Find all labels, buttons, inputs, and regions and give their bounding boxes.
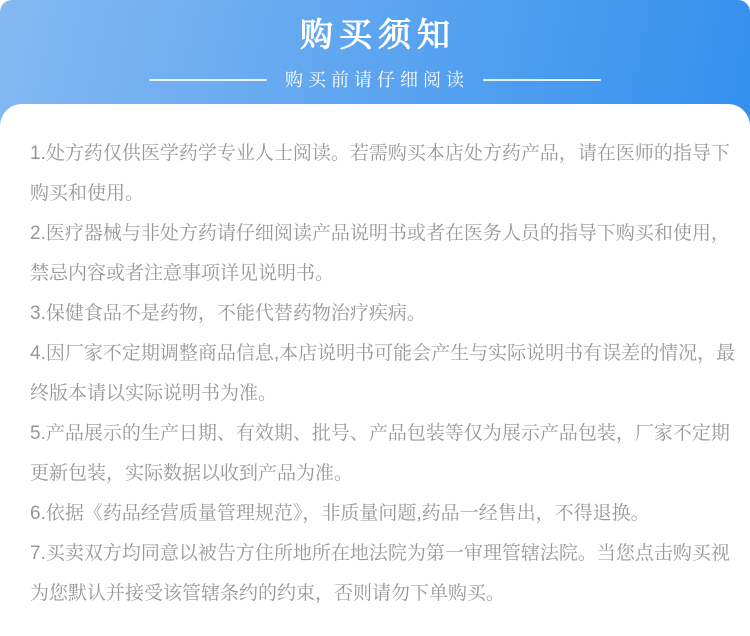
- notice-item: 1.处方药仅供医学药学专业人士阅读。若需购买本店处方药产品，请在医师的指导下购买和使用。: [30, 143, 730, 204]
- notice-item: 3.保健食品不是药物，不能代替药物治疗疾病。: [30, 303, 426, 324]
- page-subtitle: 购买前请仔细阅读: [285, 70, 469, 90]
- subtitle-divider-left: [149, 79, 267, 81]
- page-title: 购买须知: [300, 16, 456, 53]
- notice-item: 2.医疗器械与非处方药请仔细阅读产品说明书或者在医务人员的指导下购买和使用，禁忌内容或者注意事项详见说明书。: [30, 223, 730, 284]
- notice-list: [30, 134, 738, 614]
- subtitle-row: [0, 68, 750, 92]
- notice-item: 7.买卖双方均同意以被告方住所地所在地法院为第一审理管辖法院。当您点击购买视为您默认并接受该管辖条约的约束，否则请勿下单购买。: [30, 543, 730, 604]
- notice-item: 5.产品展示的生产日期、有效期、批号、产品包装等仅为展示产品包装，厂家不定期更新包装，实际数据以收到产品为准。: [30, 423, 730, 484]
- subtitle-divider-right: [483, 79, 601, 81]
- notice-item: 6.依据《药品经营质量管理规范》，非质量问题,药品一经售出，不得退换。: [30, 503, 650, 524]
- notice-panel: [0, 104, 750, 636]
- notice-item: 4.因厂家不定期调整商品信息,本店说明书可能会产生与实际说明书有误差的情况，最终版本请以实际说明书为准。: [30, 343, 736, 404]
